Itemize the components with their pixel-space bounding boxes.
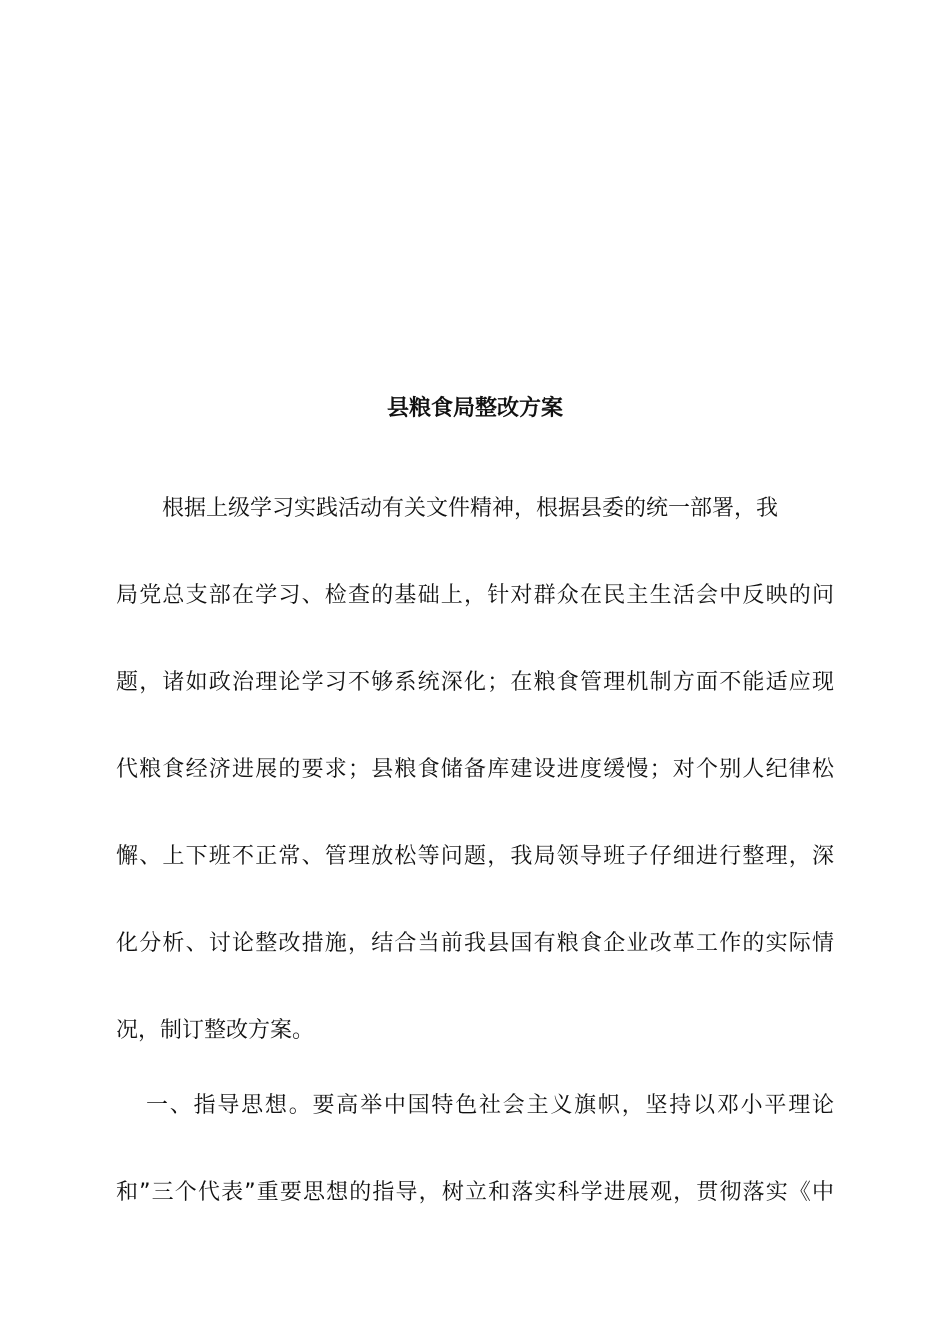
document-title: 县粮食局整改方案 <box>386 396 563 421</box>
paragraph-1-line-7: 况，制订整改方案。 <box>116 1018 315 1043</box>
paragraph-1-line-3: 题，诸如政治理论学习不够系统深化；在粮食管理机制方面不能适应现 <box>116 670 834 695</box>
paragraph-1-line-1: 根据上级学习实践活动有关文件精神，根据县委的统一部署，我 <box>162 496 779 521</box>
paragraph-1-line-5: 懈、上下班不正常、管理放松等问题，我局领导班子仔细进行整理，深 <box>116 844 834 869</box>
paragraph-1-line-2: 局党总支部在学习、检查的基础上，针对群众在民主生活会中反映的问 <box>116 583 834 608</box>
paragraph-2-line-1: 一、指导思想。要高举中国特色社会主义旗帜，坚持以邓小平理论 <box>146 1093 834 1118</box>
paragraph-1-line-6: 化分析、讨论整改措施，结合当前我县国有粮食企业改革工作的实际情 <box>116 931 834 956</box>
paragraph-1-line-4: 代粮食经济进展的要求；县粮食储备库建设进度缓慢；对个别人纪律松 <box>116 757 834 782</box>
paragraph-2-line-2: 和”三个代表”重要思想的指导，树立和落实科学进展观，贯彻落实《中 <box>116 1180 834 1205</box>
